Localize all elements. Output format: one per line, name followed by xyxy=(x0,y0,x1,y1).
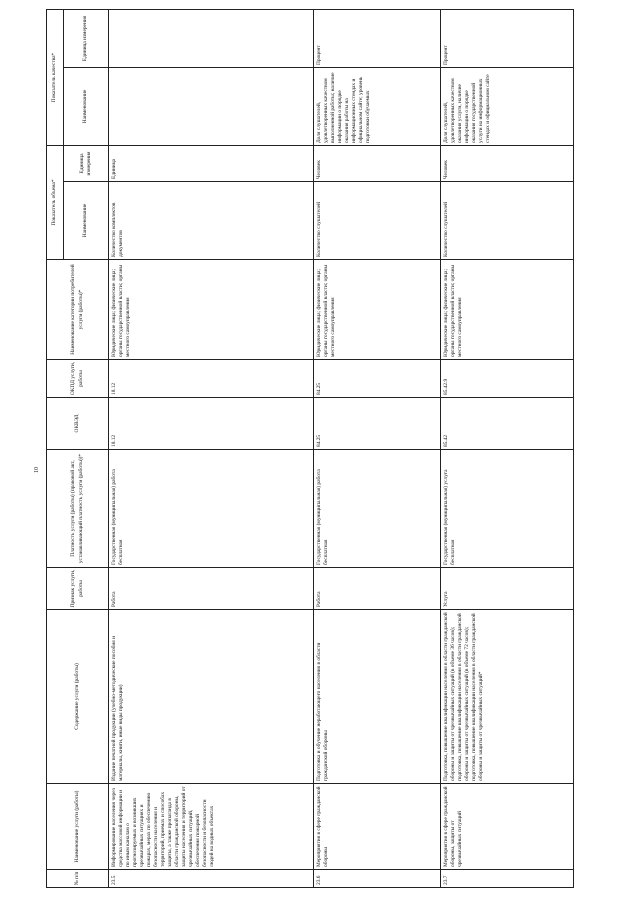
page-number: 10 xyxy=(34,467,40,473)
cell-okpd: 85.42.9 xyxy=(441,360,574,398)
cell-quality-unit xyxy=(109,9,314,67)
cell-service-name: Мероприятия в сфере гражданской обороны xyxy=(314,784,441,870)
rotated-document-page xyxy=(32,15,552,898)
col-header-okpd: ОКПД услуги, работы xyxy=(47,360,109,398)
cell-num: 23.6 xyxy=(314,870,441,888)
cell-service-name: Информирование населения через средства массовой информации и по иным каналам о прогнозируемых и возникших чрезвычайных ситуациях и пожарах, мерах по обеспечению безопасности населения и территорий, приемах и способах защиты, а также пропаганда в области гражданской обороны, защиты населения и территорий от чрезвычайных ситуаций, обеспечения пожарной безопасности и безопасности людей на водных объектах xyxy=(109,784,314,870)
cell-volume-name: Количество слушателей xyxy=(441,182,574,260)
cell-okpd: 84.25 xyxy=(314,360,441,398)
cell-num: 23.5 xyxy=(109,870,314,888)
cell-volume-unit: Человек xyxy=(441,146,574,182)
col-header-service-name: Наименование услуги (работы) xyxy=(47,784,109,870)
col-header-quality-name: Наименование xyxy=(64,68,109,146)
cell-content: Подготовка, повышение квалификации населения в области гражданской обороны и защиты от чрезвычайных ситуаций (в объеме 36 часов); подготовка, повышение квалификации населения в области гражданской обороны и защиты от чрезвычайных ситуаций (в объеме 72 часов); подготовка, повышение квалификации населения в области гражданской обороны и защиты от чрезвычайных ситуаций* xyxy=(441,610,574,784)
cell-consumers: Юридические лица; физические лица; органы государственной власти; органы местного самоуправления xyxy=(441,260,574,360)
cell-sign: Услуга xyxy=(441,568,574,610)
cell-volume-unit: Единица xyxy=(109,146,314,182)
services-register-table xyxy=(46,9,574,888)
cell-volume-unit: Человек xyxy=(314,146,441,182)
cell-num: 23.7 xyxy=(441,870,574,888)
cell-content: Подготовка и обучение неработающего населения в области гражданской обороны xyxy=(314,610,441,784)
table-row xyxy=(441,9,574,887)
col-header-num: № п/п xyxy=(47,870,109,888)
col-header-volume-name: Наименование xyxy=(64,182,109,260)
table-row xyxy=(314,9,441,887)
cell-sign: Работа xyxy=(314,568,441,610)
cell-consumers: Юридические лица; физические лица; органы государственной власти; органы местного самоуправления xyxy=(109,260,314,360)
col-header-quality-group: Показатель качества* xyxy=(47,9,64,145)
cell-okved: 18.12 xyxy=(109,398,314,450)
col-header-sign: Признак услуги, работы xyxy=(47,568,109,610)
cell-quality-name: Доля слушателей, удовлетворенных качеством выполненной работы; наличие информации о порядке оказания работы на информационных стендах и официальном сайте; уровень подготовки обучаемых xyxy=(314,68,441,146)
col-header-volume-group: Показатель объема* xyxy=(47,146,64,260)
cell-volume-name: Количество комплектов документов xyxy=(109,182,314,260)
cell-quality-name xyxy=(109,68,314,146)
table-row xyxy=(109,9,314,887)
cell-payment: Государственная (муниципальная) работа бесплатная xyxy=(314,450,441,568)
cell-payment: Государственная (муниципальная) работа бесплатная xyxy=(109,450,314,568)
cell-sign: Работа xyxy=(109,568,314,610)
cell-quality-unit: Процент xyxy=(314,9,441,67)
col-header-okved: ОКВЭД xyxy=(47,398,109,450)
col-header-payment: Платность услуги (работы) (правовой акт, устанавливающий платность услуги (работы))* xyxy=(47,450,109,568)
cell-service-name: Мероприятия в сфере гражданской обороны, защиты от чрезвычайных ситуаций xyxy=(441,784,574,870)
col-header-volume-unit: Единица измерения xyxy=(64,146,109,182)
col-header-quality-unit: Единица измерения xyxy=(64,9,109,67)
cell-okved: 85.42 xyxy=(441,398,574,450)
cell-volume-name: Количество слушателей xyxy=(314,182,441,260)
col-header-content: Содержание услуги (работы) xyxy=(47,610,109,784)
cell-okved: 84.25 xyxy=(314,398,441,450)
cell-content: Издание печатной продукции (учебно-методические пособия и материалы, книги, иные виды продукции) xyxy=(109,610,314,784)
cell-consumers: Юридические лица; физические лица; органы государственной власти; органы местного самоуправления xyxy=(314,260,441,360)
cell-okpd: 18.12 xyxy=(109,360,314,398)
cell-payment: Государственная (муниципальная) услуга бесплатная xyxy=(441,450,574,568)
cell-quality-unit: Процент xyxy=(441,9,574,67)
header-row-top xyxy=(47,9,64,887)
col-header-consumers: Наименование категории потребителей услуги (работы)* xyxy=(47,260,109,360)
cell-quality-name: Доля слушателей, удовлетворенных качеством оказания услуги, наличие информации о порядке оказания государственной услуги на информационных стендах и официальном сайте xyxy=(441,68,574,146)
